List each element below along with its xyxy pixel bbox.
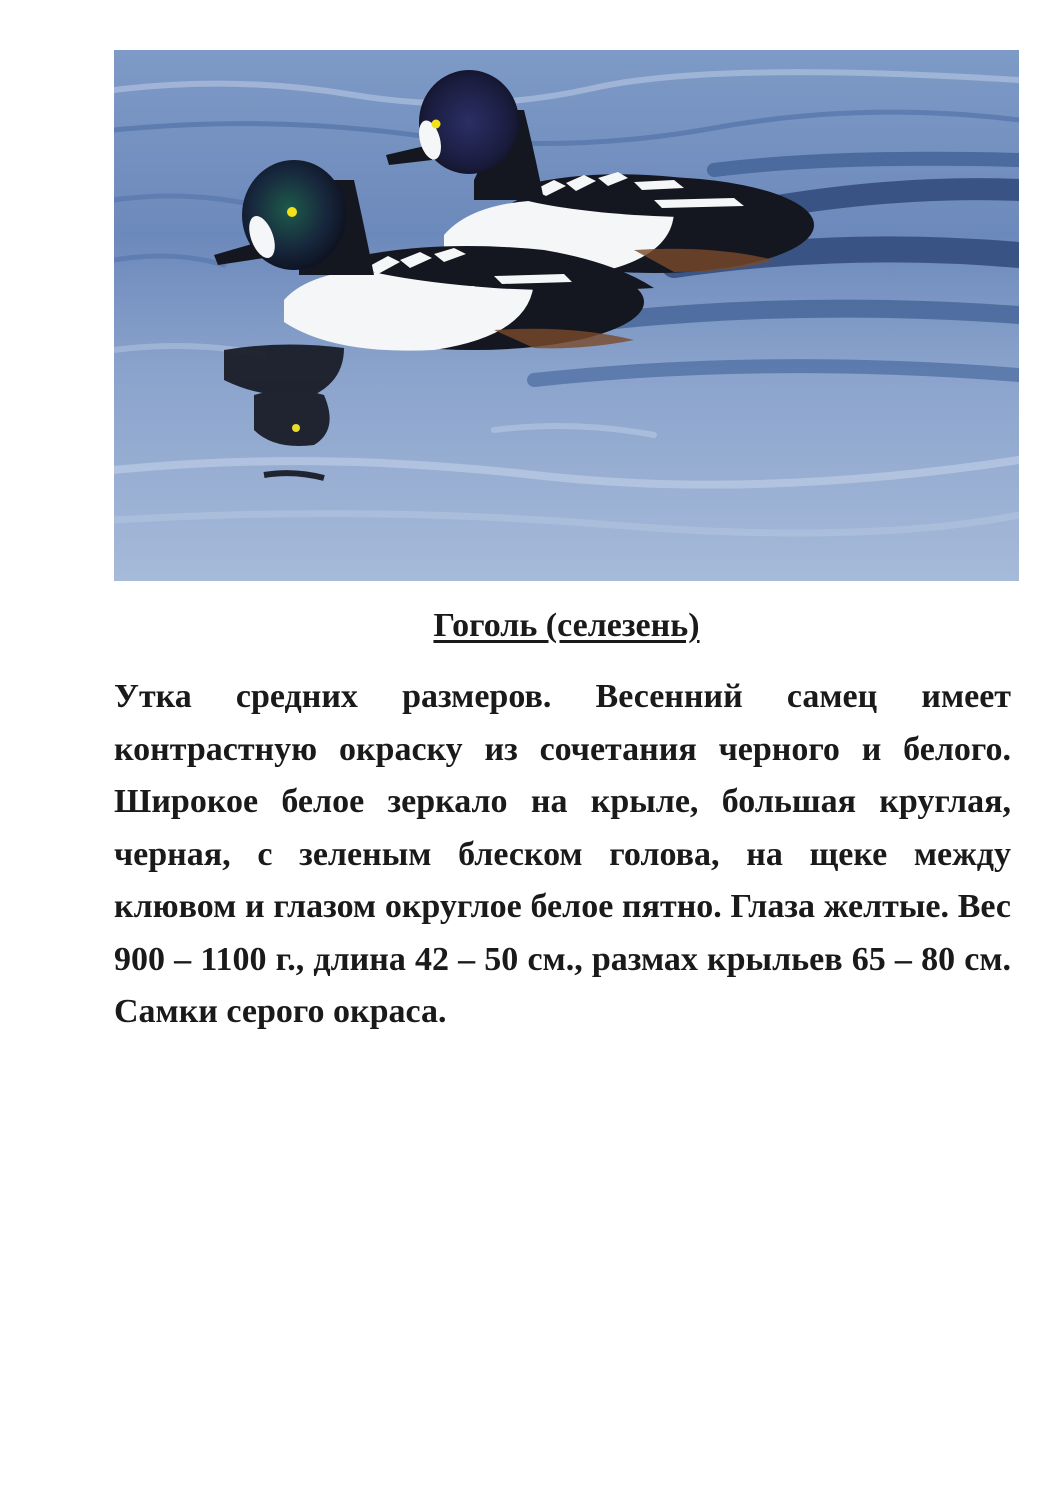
species-description: Утка средних размеров. Весенний самец имеет контрастную окраску из сочетания черного и белого. Широкое белое зеркало на крыле, большая круглая, черная, с зеленым блеском голова, на щеке между клювом и глазом округлое белое пятно. Глаза желтые. Вес 900 – 1100 г., длина 42 – 50 см., размах крыльев 65 – 80 см. Самки серого окраса. [114,678,1011,1030]
duck-photo-illustration [114,50,1019,581]
photo-caption: Гоголь (селезень) [433,607,700,644]
duck-photo [114,50,1019,581]
